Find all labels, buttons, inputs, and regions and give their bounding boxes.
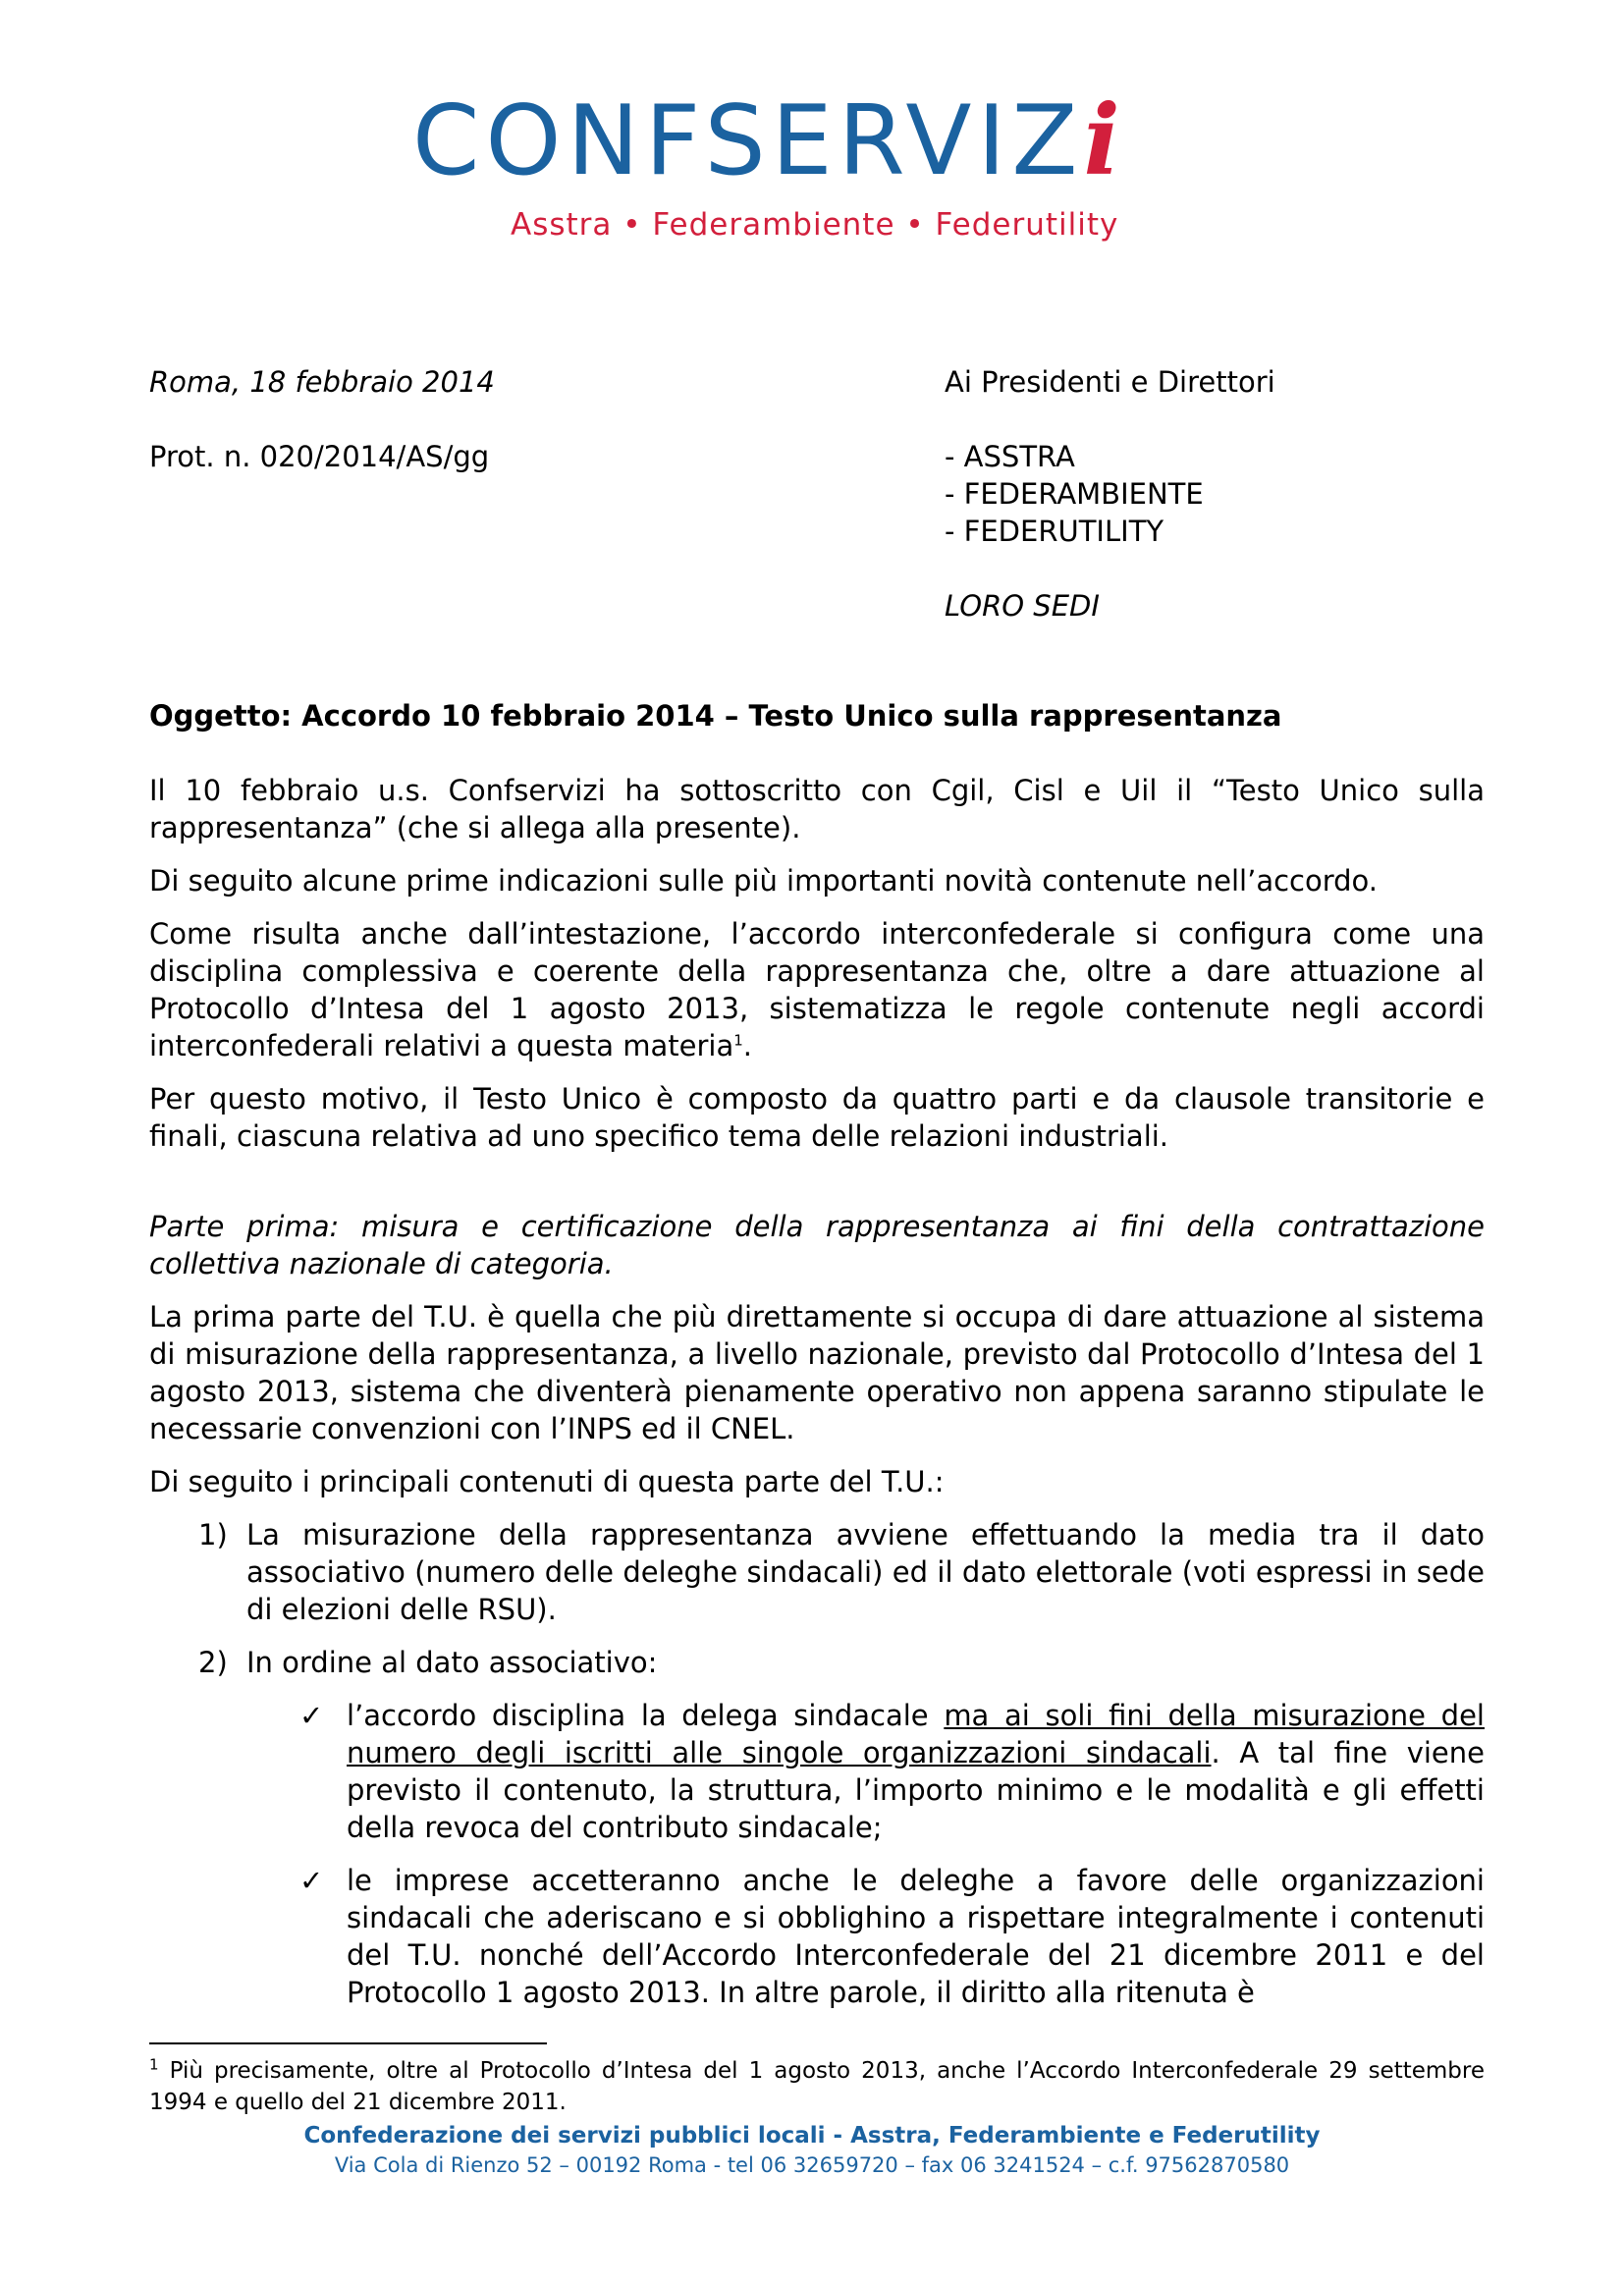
paragraph-5: La prima parte del T.U. è quella che più direttamente si occupa di dare attuazione al sistema di misurazione della rappresentanza, a livello nazionale, previsto dal Protocollo d’Intesa del 1 agosto 2013, sistema che diventerà pienamente operativo non appena saranno stipulate le necessarie convenzioni con l’INPS ed il CNEL.	[149, 1300, 1485, 1445]
logo-wordmark	[412, 84, 1126, 197]
list-item-1: La misurazione della rappresentanza avviene effettuando la media tra il dato associativo (numero delle deleghe sindacali) ed il dato elettorale (voti espressi in sede di elezioni delle RSU).	[246, 1518, 1485, 1626]
loro-sedi: LORO SEDI	[945, 589, 1100, 623]
footnote-ref-1: 1	[733, 1031, 743, 1050]
footer-organization: Confederazione dei servizi pubblici locali - Asstra, Federambiente e Federutility	[303, 2123, 1321, 2149]
paragraph-3	[149, 915, 1485, 1064]
list-number-1: 1)	[198, 1518, 228, 1551]
logo-word-i: i	[1083, 84, 1126, 197]
paragraph-1: Il 10 febbraio u.s. Confservizi ha sottoscritto con Cgil, Cisl e Uil il “Testo Unico sulla rappresentanza” (che si allega alla presente).	[149, 774, 1485, 844]
paragraph-6: Di seguito i principali contenuti di questa parte del T.U.:	[149, 1465, 945, 1498]
letter-date: Roma, 18 febbraio 2014	[149, 365, 495, 399]
protocol-number: Prot. n. 020/2014/AS/gg	[149, 440, 490, 473]
logo-word-main: CONFSERVIZ	[412, 85, 1084, 197]
check-item-1	[347, 1697, 1485, 1846]
list-item-2: In ordine al dato associativo:	[246, 1646, 658, 1679]
recipient-asstra: - ASSTRA	[945, 440, 1075, 473]
paragraph-4: Per questo motivo, il Testo Unico è composto da quattro parti e da clausole transitorie e finali, ciascuna relativa ad uno specifico tema delle relazioni industriali.	[149, 1082, 1485, 1153]
confservizi-logo	[412, 84, 1218, 250]
recipient-federambiente: - FEDERAMBIENTE	[945, 477, 1204, 511]
check-item-1-post: . A tal fine viene previsto il contenuto, la struttura, l’importo minimo e le modalità e gli effetti della revoca del contributo sindacale;	[347, 1736, 1485, 1844]
paragraph-3-end: .	[742, 1029, 752, 1062]
check-item-1-underline: ma ai soli fini della misurazione del numero degli iscritti alle singole organizzazioni sindacali	[347, 1699, 1485, 1769]
list-number-2: 2)	[198, 1646, 228, 1679]
footer-address: Via Cola di Rienzo 52 – 00192 Roma - tel 06 32659720 – fax 06 3241524 – c.f. 97562870580	[334, 2153, 1290, 2177]
checkmark-icon: ✓	[299, 1699, 324, 1732]
check-item-2: le imprese accetteranno anche le deleghe a favore delle organizzazioni sindacali che aderiscano e si obblighino a rispettare integralmente i contenuti del T.U. nonché dell’Accordo Interconfederale del 21 dicembre 2011 e del Protocollo 1 agosto 2013. In altre parole, il diritto alla ritenuta è	[347, 1864, 1485, 2009]
paragraph-3-text: Come risulta anche dall’intestazione, l’accordo interconfederale si configura come una disciplina complessiva e coerente della rappresentanza che, oltre a dare attuazione al Protocollo d’Intesa del 1 agosto 2013, sistematizza le regole contenute negli accordi interconfederali relativi a questa materia	[149, 917, 1485, 1062]
footnote-number: 1	[149, 2055, 159, 2074]
part-one-title: Parte prima: misura e certificazione della rappresentanza ai fini della contrattazione collettiva nazionale di categoria.	[149, 1210, 1485, 1280]
checkmark-icon: ✓	[299, 1864, 324, 1897]
recipients-title: Ai Presidenti e Direttori	[945, 365, 1275, 399]
footnote-text: Più precisamente, oltre al Protocollo d’Intesa del 1 agosto 2013, anche l’Accordo Interconfederale 29 settembre 1994 e quello del 21 dicembre 2011.	[149, 2058, 1485, 2115]
recipient-federutility: - FEDERUTILITY	[945, 515, 1164, 548]
check-item-1-pre: l’accordo disciplina la delega sindacale	[347, 1699, 945, 1732]
paragraph-2: Di seguito alcune prime indicazioni sulle più importanti novità contenute nell’accordo.	[149, 864, 1378, 898]
footnote-divider	[149, 2042, 547, 2044]
logo-subtitle: Asstra • Federambiente • Federutility	[511, 207, 1119, 243]
footnote-1	[149, 2055, 1485, 2118]
subject-line: Oggetto: Accordo 10 febbraio 2014 – Testo Unico sulla rappresentanza	[149, 699, 1282, 733]
